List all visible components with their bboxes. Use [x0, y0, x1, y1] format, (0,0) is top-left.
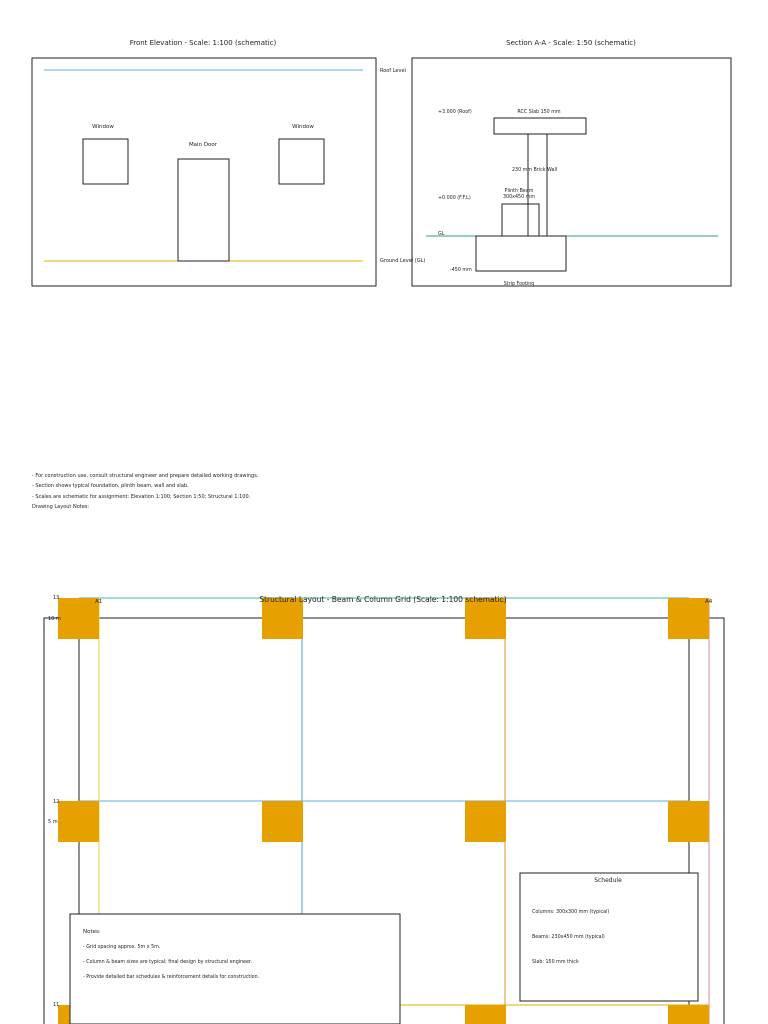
dim-label-5m: 5 m — [48, 819, 58, 825]
col-label-a1: A1 — [95, 599, 103, 605]
window-right-label: Window — [292, 124, 314, 130]
brick-wall — [528, 134, 547, 236]
main-door-label: Main Door — [188, 142, 218, 148]
brick-wall-label: 230 mm Brick Wall — [512, 168, 558, 173]
schedule-item: Slab: 150 mm thick — [532, 960, 579, 965]
column — [58, 598, 99, 639]
row-label-13: 13 — [53, 595, 60, 601]
layout-note-item: - For construction use, consult structural engineer and prepare detailed working drawings. — [32, 473, 259, 479]
schedule-title: Schedule — [594, 877, 622, 884]
elevation-title: Front Elevation - Scale: 1:100 (schematic) — [129, 39, 277, 47]
column — [262, 801, 303, 842]
window-left — [83, 139, 128, 184]
structural-note-item: - Grid spacing approx. 5m x 5m. — [83, 945, 161, 950]
section-frame — [412, 58, 731, 286]
column — [465, 801, 506, 842]
section-title: Section A-A - Scale: 1:50 (schematic) — [506, 39, 636, 47]
row-label-12: 12 — [53, 799, 60, 805]
strip-footing — [476, 236, 566, 271]
structural-note-item: - Provide detailed bar schedules & reinforcement details for construction. — [83, 975, 260, 980]
row-label-11: 11 — [53, 1002, 60, 1008]
col-label-a4: A4 — [705, 599, 713, 605]
plinth-beam-size: 300x450 mm — [502, 195, 536, 200]
main-door — [178, 159, 229, 261]
strip-footing-label: Strip Footing — [503, 282, 535, 287]
layout-notes-heading: Drawing Layout Notes: — [32, 504, 90, 510]
column — [465, 1005, 506, 1024]
layout-note-item: - Section shows typical foundation, plinth beam, wall and slab. — [32, 483, 189, 489]
dim-label-10m: 10 m — [48, 616, 61, 622]
window-left-label: Window — [92, 124, 114, 130]
structural-notes-heading: Notes: — [83, 929, 101, 935]
layout-note-item: - Scales are schematic for assignment: Elevation 1:100; Section 1:50; Structural 1:100. — [32, 494, 251, 500]
elevation-roof-label: Roof Level — [380, 68, 406, 74]
ffl-label: +0.000 (F.F.L) — [438, 196, 471, 201]
structural-layout — [44, 595, 724, 1024]
column — [58, 801, 99, 842]
column — [668, 801, 709, 842]
structural-notes-box — [70, 914, 400, 1024]
plinth-beam-label: Plinth Beam — [504, 189, 534, 194]
footing-depth-label: -450 mm — [450, 268, 472, 273]
column — [668, 598, 709, 639]
section-gl-label: GL — [438, 232, 445, 237]
structural-title: Structural Layout - Beam & Column Grid (Scale: 1:100 schematic) — [259, 595, 507, 604]
section-roof-label: +3.000 (Roof) — [438, 110, 472, 115]
section-aa — [412, 39, 731, 287]
rcc-slab-label: RCC Slab 150 mm — [517, 110, 561, 115]
column — [262, 598, 303, 639]
front-elevation — [32, 39, 425, 286]
structural-note-item: - Column & beam sizes are typical; final design by structural engineer. — [83, 960, 253, 965]
plinth-beam — [502, 204, 539, 236]
schedule-item: Beams: 230x450 mm (typical) — [532, 935, 605, 940]
rcc-slab — [494, 118, 586, 134]
column — [465, 598, 506, 639]
elevation-ground-label: Ground Level (GL) — [380, 258, 426, 264]
column — [668, 1005, 709, 1024]
schedule-item: Columns: 300x300 mm (typical) — [532, 910, 610, 915]
window-right — [279, 139, 324, 184]
